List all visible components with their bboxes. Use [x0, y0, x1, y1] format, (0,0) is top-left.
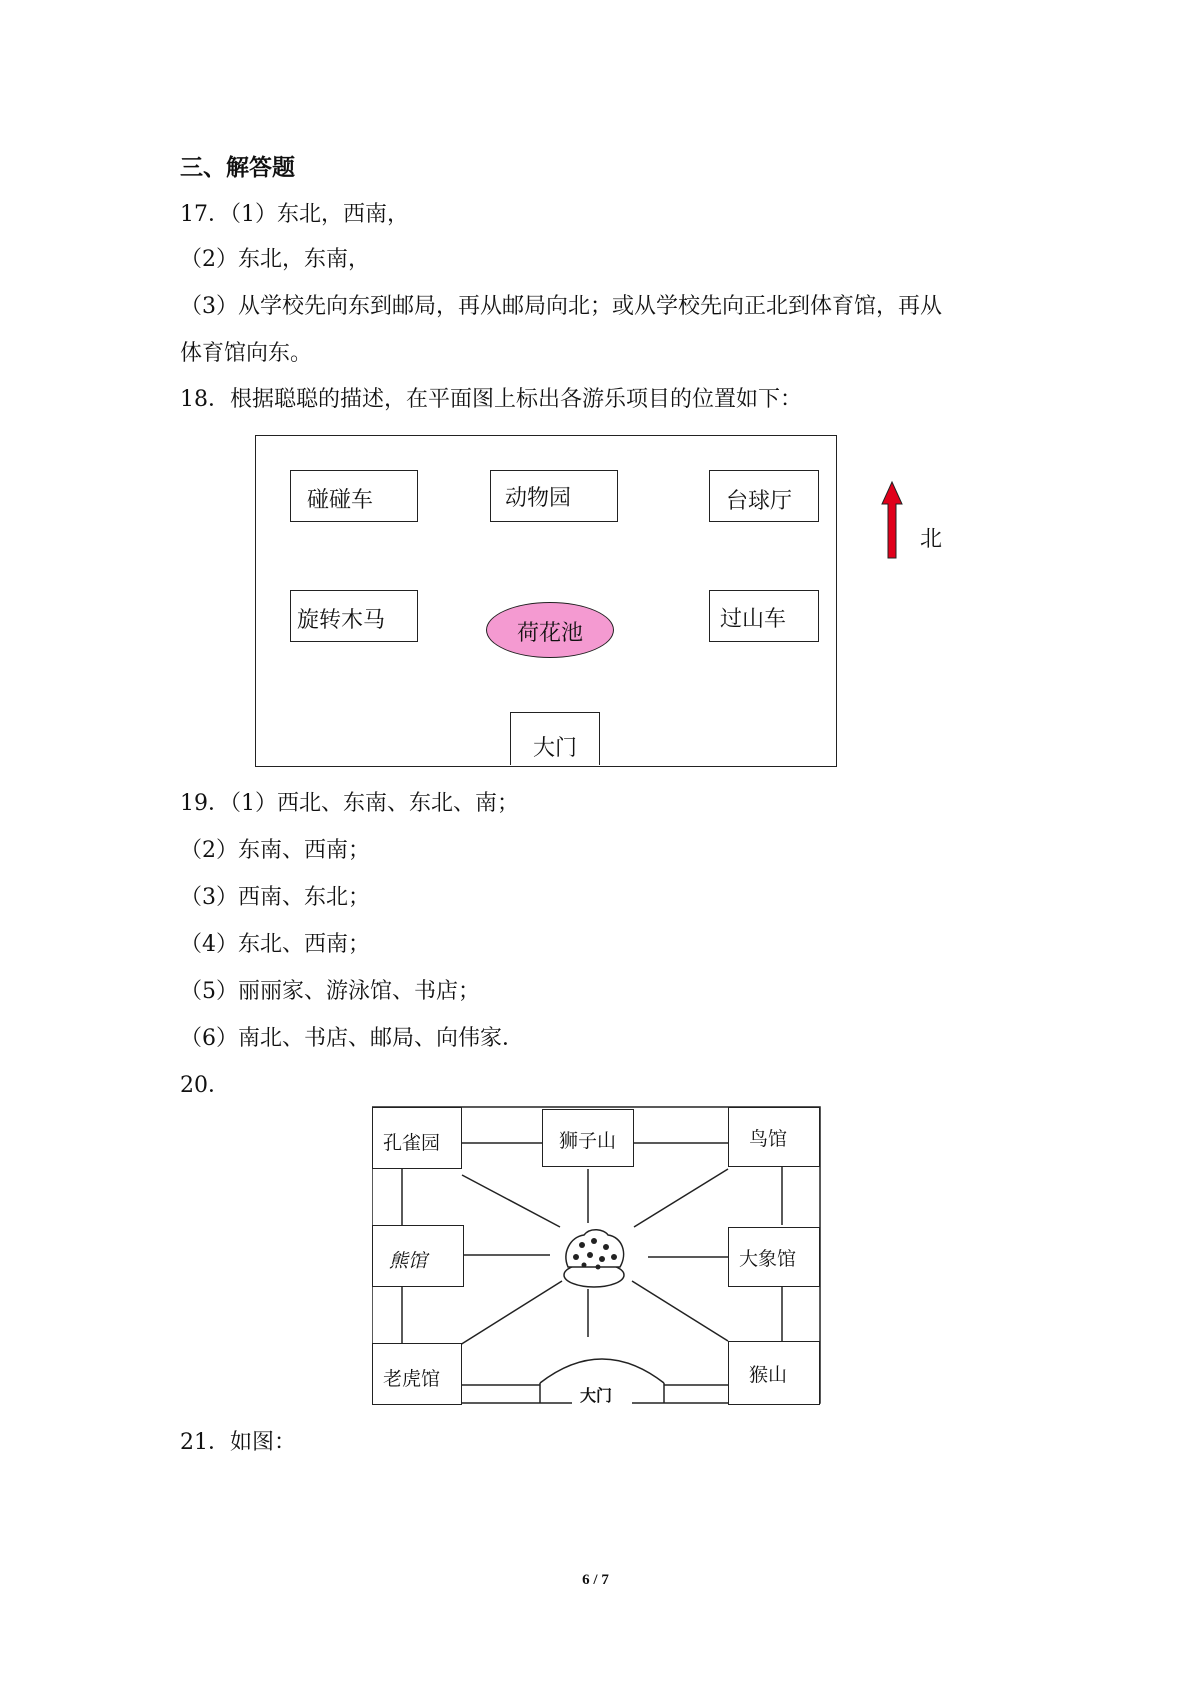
- elephant-house-label: 大象馆: [739, 1248, 797, 1270]
- lotus-pond: [486, 602, 614, 658]
- monkey-hill-box: [728, 1341, 820, 1405]
- bird-house-label: 鸟馆: [749, 1128, 788, 1150]
- q20-text: 20．: [180, 1073, 230, 1098]
- elephant-house-box: [728, 1227, 820, 1287]
- bumper-cars-box: [290, 470, 418, 522]
- north-arrow-icon: [880, 480, 904, 560]
- carousel-box: [290, 590, 418, 642]
- tiger-house-box: [372, 1343, 462, 1405]
- section-title: 三、解答题: [180, 154, 295, 181]
- lotus-pond-label: 荷花池: [517, 621, 584, 646]
- monkey-hill-label: 猴山: [749, 1364, 788, 1386]
- roller-coaster-label: 过山车: [720, 607, 787, 632]
- page-number: 6 / 7: [582, 1572, 609, 1588]
- zoo-map: [372, 1105, 822, 1405]
- gate-label: 大门: [533, 736, 578, 761]
- zoo-box: [490, 470, 618, 522]
- roller-coaster-box: [709, 590, 819, 642]
- q19-line-5: （5）丽丽家、游泳馆、书店；: [180, 979, 480, 1004]
- bear-house-box: [372, 1225, 464, 1287]
- bear-house-label: 熊馆: [389, 1250, 428, 1272]
- q18-text: 18．根据聪聪的描述，在平面图上标出各游乐项目的位置如下：: [180, 387, 802, 412]
- q17-line-2: （2）东北，东南，: [180, 247, 370, 272]
- peacock-garden-label: 孔雀园: [383, 1132, 441, 1154]
- carousel-label: 旋转木马: [297, 608, 386, 633]
- peacock-garden-box: [372, 1107, 462, 1169]
- zoo-gate-label: 大门: [580, 1386, 613, 1405]
- q17-line-1: 17．（1）东北，西南，: [180, 202, 409, 227]
- q17-line-4: 体育馆向东。: [180, 341, 313, 366]
- q17-line-3: （3）从学校先向东到邮局，再从邮局向北；或从学校先向正北到体育馆，再从: [180, 294, 942, 319]
- q19-line-2: （2）东南、西南；: [180, 838, 370, 863]
- lion-hill-box: [542, 1109, 634, 1167]
- lion-hill-label: 狮子山: [559, 1130, 617, 1152]
- q19-line-1: 19．（1）西北、东南、东北、南；: [180, 791, 519, 816]
- q19-line-6: （6）南北、书店、邮局、向伟家．: [180, 1026, 524, 1051]
- q19-line-3: （3）西南、东北；: [180, 885, 370, 910]
- bird-house-box: [728, 1107, 820, 1167]
- billiards-label: 台球厅: [726, 489, 793, 514]
- q21-text: 21．如图：: [180, 1430, 296, 1455]
- bumper-cars-label: 碰碰车: [307, 488, 374, 513]
- north-label: 北: [920, 527, 943, 552]
- fountain-icon: [554, 1223, 634, 1293]
- park-map: [255, 435, 837, 767]
- billiards-box: [709, 470, 819, 522]
- gate-box: [510, 712, 600, 765]
- tiger-house-label: 老虎馆: [383, 1368, 441, 1390]
- q19-line-4: （4）东北、西南；: [180, 932, 370, 957]
- zoo-label: 动物园: [505, 486, 572, 511]
